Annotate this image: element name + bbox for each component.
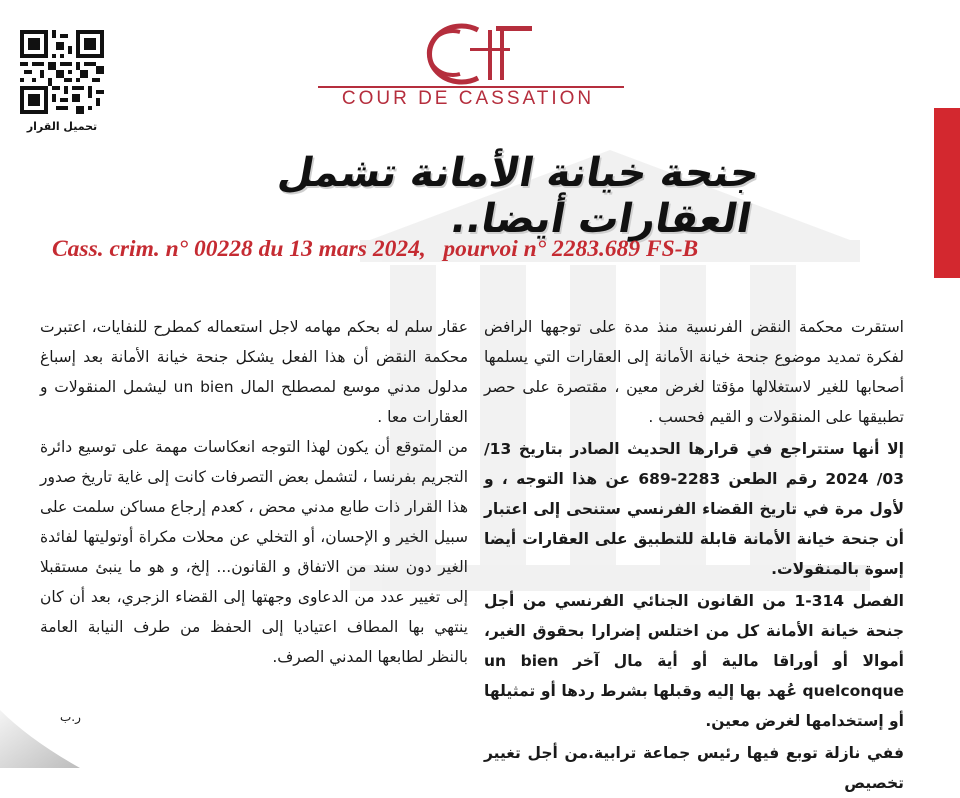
paragraph: إلا أنها ستتراجع في قرارها الحديث الصادر بتاريخ 13/ 03/ 2024 رقم الطعن 2283-689 عن هذا التوجه ، و لأول مرة في تاريخ القضاء الفرنسي ستنحى إلى اعتبار أن جنحة خيانة الأمانة قابلة للتطبيق على العقارات أيضا إسوة بالمنقولات. — [484, 440, 904, 578]
paragraph: من المتوقع أن يكون لهذا التوجه انعكاسات مهمة على توسيع دائرة التجريم بفرنسا ، لتشمل بعض التصرفات كانت إلى غاية تاريخ صدور هذا القرار ذات طابع مدني محض ، كعدم إرجاع مساكن سلمت على سبيل الخير و الإحسان، أو التخلي عن محلات مكراة أوتوليتها لفائدة الغير دون سند من الاتفاق و القانون... إلخ، و هو ما ينبئ مستقبلا إلى تغيير عدد من الدعاوى وجهتها إلى القضاء الزجري، بعد أن كان ينتهي بها المطاف اعتياديا إلى الحفظ من طرف النيابة العامة بالنظر لطابعها المدني الصرف. — [39, 438, 468, 666]
right-column — [484, 312, 904, 798]
paragraph: استقرت محكمة النقض الفرنسية منذ مدة على توجهها الرافض لفكرة تمديد موضوع جنحة خيانة الأمانة إلى العقارات التي يسلمها أصحابها للغير لاستغلالها مؤقتا لغرض معين ، مقتصرة على حصر تطبيقها على المنقولات و القيم فحسب . — [484, 318, 904, 426]
logo-wordmark: COUR DE CASSATION — [341, 88, 595, 109]
paragraph: الفصل 314-1 من القانون الجنائي الفرنسي من أجل جنحة خيانة الأمانة كل من اختلس إضرارا بحقوق الغير، أموالا أو أوراقا مالية أو أية مال آخر un bien quelconque عُهد بها إليه وقبلها بشرط ردها أو تمثيلها أو إستخدامها لغرض معين. — [484, 592, 904, 730]
paragraph: عقار سلم له بحكم مهامه لاجل استعماله كمطرح للنفايات، اعتبرت محكمة النقض أن هذا الفعل يشكل جنحة خيانة الأمانة بعد إسباغ مدلول مدني موسع لمصطلح المال un bien ليشمل المنقولات و العقارات معا . — [40, 318, 468, 426]
article-title: جنحة خيانة الأمانة تشمل العقارات أيضا.. — [274, 150, 764, 242]
paragraph: ففي نازلة توبع فيها رئيس جماعة ترابية.من أجل تغيير تخصيص — [484, 744, 904, 792]
page-curl-icon — [0, 690, 80, 768]
accent-bar — [934, 108, 960, 278]
decision-reference: Cass. crim. n° 00228 du 13 mars 2024, pourvoi n° 2283.689 FS-B — [52, 236, 699, 262]
qr-caption: تحميل القرار — [26, 120, 98, 133]
qr-code-icon[interactable] — [20, 30, 104, 114]
left-column — [40, 312, 468, 672]
author-initials: ر.ب — [60, 710, 81, 724]
